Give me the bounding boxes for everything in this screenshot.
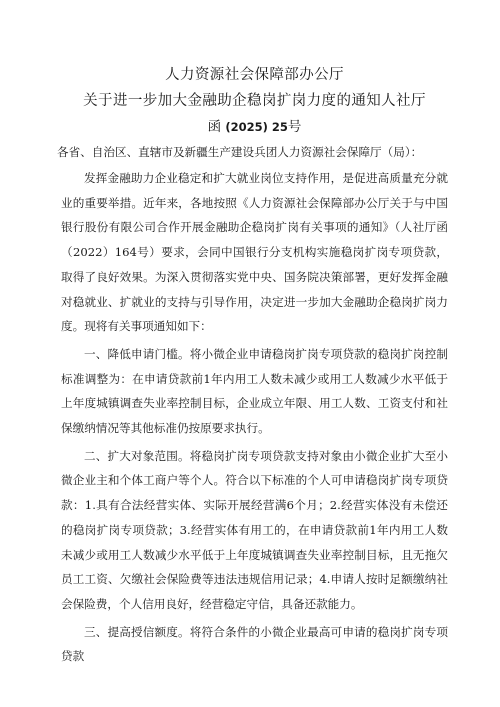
document-number-suffix: 号 bbox=[287, 119, 302, 135]
document-number-prefix: 函 bbox=[207, 119, 222, 135]
document-number-value: (2025) 25 bbox=[225, 120, 288, 134]
document-title-line-1: 人力资源社会保障部办公厅 bbox=[165, 67, 344, 83]
document-title-line-2: 关于进一步加大金融助企稳岗扩岗力度的通知人社厅 bbox=[83, 93, 426, 109]
addressee: 各省、自治区、直辖市及新疆生产建设兵团人力资源社会保障厅（局）： bbox=[57, 145, 423, 159]
document-number bbox=[61, 117, 448, 137]
paragraph-expand-scope: 二、扩大对象范围。将稳岗扩岗专项贷款支持对象由小微企业扩大至小微企业主和个体工商户等个人。符合以下标准的个人可申请稳岗扩岗专项贷款：1.具有合法经营实体、实际开展经营满6个月；2.经营实体没有未偿还的稳岗扩岗专项贷款；3.经营实体有用工的，在申请贷款前1年内用工人数未减少或用工人数减少水平低于上年度城镇调查失业率控制目标，且无拖欠员工工资、欠缴社会保险费等违法违规信用记录；4.申请人按时足额缴纳社会保险费，个人信用良好，经营稳定守信，具备还款能力。 bbox=[61, 448, 448, 611]
paragraph-intro: 发挥金融助力企业稳定和扩大就业岗位支持作用，是促进高质量充分就业的重要举措。近年来，各地按照《人力资源社会保障部办公厅关于与中国银行股份有限公司合作开展金融助企稳岗扩岗有关事项的通知》（人社厅函（2022）164号）要求，会同中国银行分支机构实施稳岗扩岗专项贷款，取得了良好效果。为深入贯彻落实党中央、国务院决策部署，更好发挥金融对稳就业、扩就业的支持与引导作用，决定进一步加大金融助企稳岗扩岗力度。现将有关事项通知如下： bbox=[61, 171, 448, 334]
paragraph-raise-credit: 三、提高授信额度。将符合条件的小微企业最高可申请的稳岗扩岗专项贷款 bbox=[61, 624, 448, 664]
paragraph-lower-threshold: 一、降低申请门槛。将小微企业申请稳岗扩岗专项贷款的稳岗扩岗控制标准调整为：在申请贷款前1年内用工人数未减少或用工人数减少水平低于上年度城镇调查失业率控制目标，企业成立年限、用工人数、工资支付和社保缴纳情况等其他标准仍按原要求执行。 bbox=[61, 346, 448, 436]
